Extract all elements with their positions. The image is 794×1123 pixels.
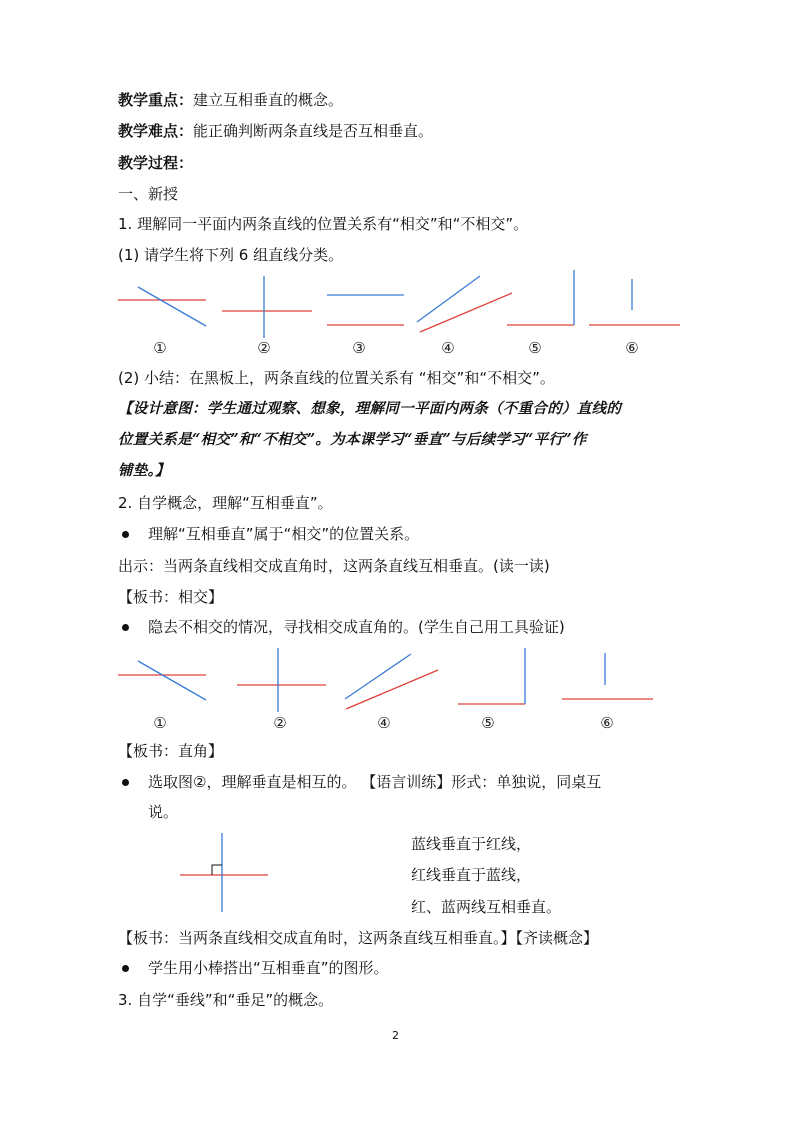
design-intent-line-3: 铺垫。】 bbox=[118, 462, 170, 479]
board-note-2: 【板书：直角】 bbox=[118, 742, 224, 760]
fig2-label-5: ⑤ bbox=[481, 714, 495, 732]
design-intent-line-2: 位置关系是“相交”和“不相交”。为本课学习“垂直”与后续学习“平行”作 bbox=[118, 431, 587, 448]
fig2-label-1: ① bbox=[153, 714, 167, 732]
say-line-1: 蓝线垂直于红线， bbox=[411, 835, 532, 853]
right-angle-mark bbox=[212, 865, 222, 875]
sub-item-2: (2) 小结：在黑板上，两条直线的位置关系有 “相交”和“不相交”。 bbox=[118, 369, 555, 387]
bullet-4: 学生用小棒搭出“互相垂直”的图形。 bbox=[148, 959, 389, 977]
fig1-label-3: ③ bbox=[352, 339, 366, 357]
fig2-group1-blue-line bbox=[138, 661, 206, 700]
difficulty-label: 教学难点： bbox=[118, 122, 194, 140]
item-2: 2. 自学概念，理解“互相垂直”。 bbox=[118, 494, 333, 512]
item-3: 3. 自学“垂线”和“垂足”的概念。 bbox=[118, 991, 334, 1009]
bullet-1: 理解“互相垂直”属于“相交”的位置关系。 bbox=[148, 525, 420, 543]
bullet-2: 隐去不相交的情况，寻找相交成直角的。(学生自己用工具验证) bbox=[148, 618, 565, 636]
fig1-label-1: ① bbox=[153, 339, 167, 357]
sub-item-1: (1) 请学生将下列 6 组直线分类。 bbox=[118, 246, 344, 264]
bullet-3-line-1: 选取图②，理解垂直是相互的。 【语言训练】形式：单独说，同桌互 bbox=[148, 773, 602, 791]
fig2-label-4: ④ bbox=[377, 714, 391, 732]
fig1-label-5: ⑤ bbox=[528, 339, 542, 357]
say-line-2: 红线垂直于蓝线， bbox=[411, 866, 532, 884]
fig1-group4-blue-line bbox=[417, 276, 480, 322]
fig1-group4-red-line bbox=[420, 293, 512, 332]
item-1: 1. 理解同一平面内两条直线的位置关系有“相交”和“不相交”。 bbox=[118, 215, 529, 233]
page-number: 2 bbox=[392, 1029, 399, 1042]
board-note-1: 【板书：相交】 bbox=[118, 588, 224, 606]
key-point-label: 教学重点： bbox=[118, 91, 194, 109]
process-heading: 教学过程： bbox=[118, 154, 194, 172]
fig2-label-2: ② bbox=[273, 714, 287, 732]
bullet-dot bbox=[122, 965, 129, 972]
fig1-label-6: ⑥ bbox=[625, 339, 639, 357]
bullet-dot bbox=[122, 531, 129, 538]
bullet-3-line-2: 说。 bbox=[148, 803, 179, 821]
say-line-3: 红、蓝两线互相垂直。 bbox=[411, 898, 562, 916]
fig2-group4-blue-line bbox=[345, 654, 411, 699]
show-line: 出示：当两条直线相交成直角时，这两条直线互相垂直。(读一读) bbox=[118, 557, 550, 575]
design-intent-line-1: 【设计意图：学生通过观察、想象，理解同一平面内两条（不重合的）直线的 bbox=[118, 400, 622, 417]
fig1-group1-blue-line bbox=[138, 287, 206, 326]
board-note-3: 【板书：当两条直线相交成直角时，这两条直线互相垂直。】【齐读概念】 bbox=[118, 929, 599, 947]
fig1-label-2: ② bbox=[257, 339, 271, 357]
bullet-dot bbox=[122, 779, 129, 786]
key-point-text: 建立互相垂直的概念。 bbox=[193, 91, 344, 109]
fig1-label-4: ④ bbox=[441, 339, 455, 357]
fig2-label-6: ⑥ bbox=[600, 714, 614, 732]
bullet-dot bbox=[122, 624, 129, 631]
difficulty-text: 能正确判断两条直线是否互相垂直。 bbox=[193, 122, 434, 140]
section-heading: 一、新授 bbox=[118, 185, 179, 203]
